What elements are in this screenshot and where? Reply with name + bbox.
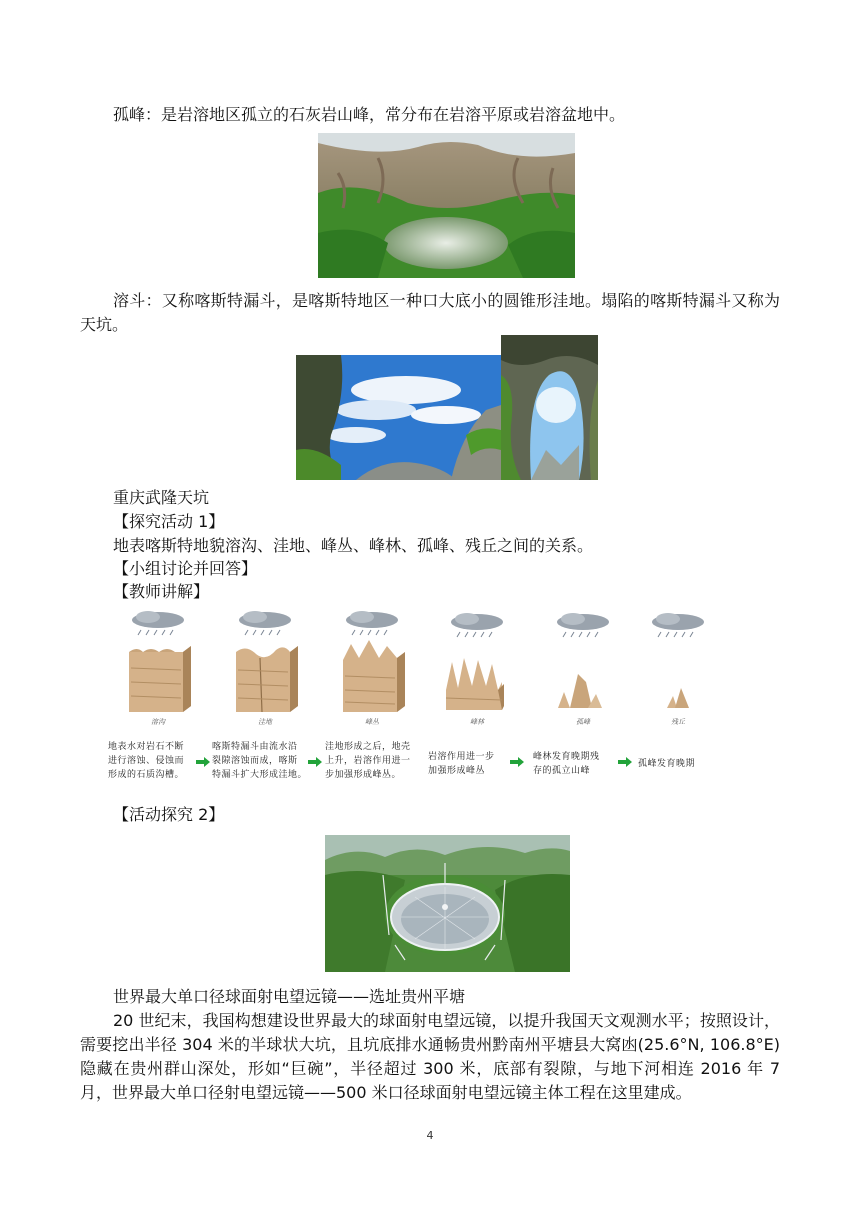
rongdou-definition: 溶斗：又称喀斯特漏斗，是喀斯特地区一种口大底小的圆锥形洼地。塌陷的喀斯特漏斗又称为天坑。 — [80, 291, 780, 334]
stage-label: 洼地 — [258, 718, 272, 726]
telescope-paragraph: 20 世纪末，我国构想建设世界最大的球面射电望远镜，以提升我国天文观测水平；按照设计，需要挖出半径 304 米的半球状大坑，且坑底排水通畅贵州黔南州平塘县大窝凼(25.6°N, 106.8°E) 隐藏在贵州群山深处，形如“巨碗”，半径超过 300 米，底部有裂隙，与地下河相连 2016 年 7 月，世界最大单口径射电望远镜——500 米口径球面射电望远镜主体工程在这里建成。 — [80, 1011, 780, 1102]
stage-rongou — [113, 610, 203, 740]
activity1-question: 地表喀斯特地貌溶沟、洼地、峰丛、峰林、孤峰、残丘之间的关系。 — [113, 536, 594, 555]
arrow-right-icon — [510, 757, 524, 767]
stage-label: 溶沟 — [151, 718, 165, 726]
sinkhole-photo — [318, 133, 575, 278]
telescope-caption: 世界最大单口径球面射电望远镜——选址贵州平塘 — [113, 987, 466, 1006]
teacher-explain-heading: 【教师讲解】 — [113, 582, 210, 601]
rain-cloud-icon — [538, 610, 628, 715]
tiankeng-caption: 重庆武隆天坑 — [113, 488, 210, 507]
fast-telescope-photo — [325, 835, 570, 972]
stage-label: 峰丛 — [365, 718, 379, 726]
stage-description: 岩溶作用进一步 加强形成峰丛 — [428, 752, 495, 776]
stage-gufeng — [538, 610, 628, 740]
stage-description: 孤峰发育晚期 — [638, 759, 696, 769]
guleng-definition: 孤峰：是岩溶地区孤立的石灰岩山峰，常分布在岩溶平原或岩溶盆地中。 — [113, 105, 626, 124]
karst-evolution-diagram — [108, 610, 728, 790]
stage-label: 残丘 — [671, 718, 685, 726]
group-discussion-heading: 【小组讨论并回答】 — [113, 559, 258, 578]
page-number: 4 — [426, 1129, 434, 1142]
activity2-heading: 【活动探究 2】 — [113, 805, 225, 824]
stage-label: 孤峰 — [576, 718, 590, 726]
rain-cloud-icon — [113, 610, 203, 715]
arrow-right-icon — [308, 757, 322, 767]
stage-description: 地表水对岩石不断 进行溶蚀、侵蚀而 形成的石质沟槽。 — [108, 742, 185, 780]
stage-description: 洼地形成之后，地壳 上升，岩溶作用进一 步加强形成峰丛。 — [325, 742, 411, 780]
stage-fengcong — [327, 610, 417, 740]
stage-label: 峰林 — [470, 718, 484, 726]
activity1-heading: 【探究活动 1】 — [113, 512, 225, 531]
rain-cloud-icon — [633, 610, 723, 715]
rain-cloud-icon — [327, 610, 417, 715]
rain-cloud-icon — [220, 610, 310, 715]
stage-wadi — [220, 610, 310, 740]
tiankeng-arch-photo — [501, 335, 598, 480]
stage-description: 峰林发育晚期残 存的孤立山峰 — [533, 752, 600, 776]
tiankeng-sky-photo — [296, 355, 501, 480]
stage-canqiu — [633, 610, 723, 740]
stage-fenglin — [432, 610, 522, 740]
arrow-right-icon — [618, 757, 632, 767]
rain-cloud-icon — [432, 610, 522, 715]
stage-description: 喀斯特漏斗由流水沿 裂隙溶蚀而成，喀斯 特漏斗扩大形成洼地。 — [212, 742, 308, 780]
arrow-right-icon — [196, 757, 210, 767]
